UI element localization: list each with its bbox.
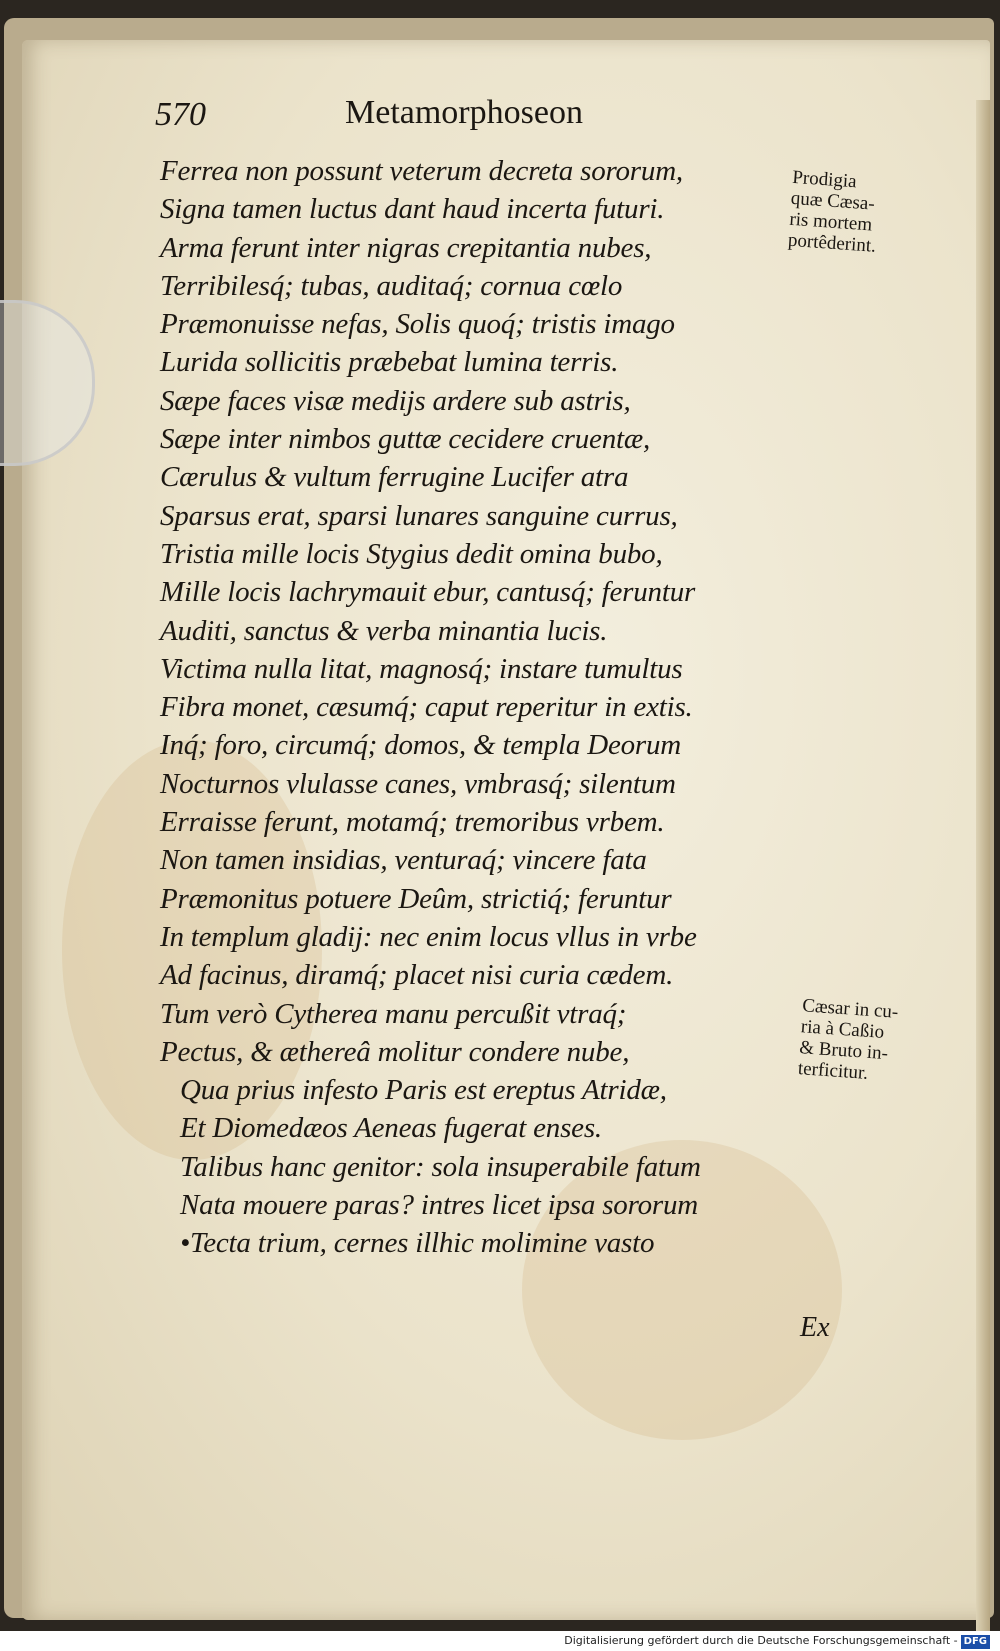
page-edge bbox=[976, 100, 990, 1640]
marginal-note-line: Prodigia bbox=[791, 166, 858, 193]
verse-line: Tristia mille locis Stygius dedit omina bubo, bbox=[160, 537, 663, 570]
verse-line: Præmonuisse nefas, Solis quoq́; tristis imago bbox=[160, 308, 675, 341]
verse-line: Lurida sollicitis præbebat lumina terris. bbox=[160, 346, 619, 379]
verse-line: Inq́; foro, circumq́; domos, & templa Deorum bbox=[160, 729, 682, 762]
marginal-note-line: Cæsar in cu- bbox=[801, 995, 899, 1023]
verse-line: Qua prius infesto Paris est ereptus Atridæ, bbox=[180, 1074, 667, 1107]
verse-line: Ad facinus, diramq́; placet nisi curia cædem. bbox=[160, 959, 674, 992]
verse-line: Et Diomedæos Aeneas fugerat enses. bbox=[180, 1112, 602, 1145]
marginal-note bbox=[797, 995, 943, 1089]
verse-line: Terribilesq́; tubas, auditaq́; cornua cœlo bbox=[160, 269, 623, 302]
verse-line: Fibra monet, cæsumq́; caput reperitur in extis. bbox=[160, 691, 693, 724]
verse-line: Victima nulla litat, magnosq́; instare tumultus bbox=[160, 652, 683, 685]
marginal-note-line: quæ Cæsa- bbox=[790, 187, 876, 215]
verse-line: In templum gladij: nec enim locus vllus in vrbe bbox=[160, 920, 697, 953]
marginal-note-line: ris mortem bbox=[788, 208, 873, 236]
marginal-note-line: portêderint. bbox=[787, 229, 877, 257]
verse-block bbox=[160, 152, 800, 1263]
marginal-note-line: terficitur. bbox=[797, 1058, 869, 1084]
verse-line: Arma ferunt inter nigras crepitantia nubes, bbox=[160, 231, 652, 264]
dfg-logo: DFG bbox=[961, 1635, 990, 1649]
verse-line: Mille locis lachrymauit ebur, cantusq́; feruntur bbox=[160, 576, 696, 609]
page-number: 570 bbox=[155, 96, 206, 133]
verse-line: Signa tamen luctus dant haud incerta futuri. bbox=[160, 193, 665, 226]
marginal-note-line: ria à Caßio bbox=[800, 1016, 885, 1043]
verse-line: Nocturnos vlulasse canes, vmbrasq́; silentum bbox=[160, 767, 676, 800]
footer-credit: Digitalisierung gefördert durch die Deutsche Forschungsgemeinschaft - bbox=[564, 1634, 958, 1647]
digitization-footer bbox=[0, 1631, 1000, 1651]
verse-line: Auditi, sanctus & verba minantia lucis. bbox=[160, 614, 608, 647]
running-title: Metamorphoseon bbox=[345, 94, 583, 131]
catchword: Ex bbox=[800, 1312, 830, 1343]
verse-line: Nata mouere paras? intres licet ipsa sororum bbox=[180, 1189, 699, 1222]
verse-line: Talibus hanc genitor: sola insuperabile fatum bbox=[180, 1150, 701, 1183]
verse-line: Sæpe faces visæ medijs ardere sub astris, bbox=[160, 384, 631, 417]
verse-line: •Tecta trium, cernes illhic molimine vasto bbox=[180, 1227, 655, 1260]
verse-line: Ferrea non possunt veterum decreta sororum, bbox=[160, 155, 683, 187]
verse-line: Sæpe inter nimbos guttæ cecidere cruentæ, bbox=[160, 423, 651, 456]
verse-line: Pectus, & æthereâ molitur condere nube, bbox=[160, 1035, 630, 1068]
verse-line: Erraisse ferunt, motamq́; tremoribus vrbem. bbox=[160, 806, 665, 839]
marginal-note-line: & Bruto in- bbox=[798, 1037, 889, 1065]
verse-line: Præmonitus potuere Deûm, strictiq́; feruntur bbox=[160, 882, 672, 915]
marginal-note bbox=[787, 167, 942, 261]
verse-line: Sparsus erat, sparsi lunares sanguine currus, bbox=[160, 499, 678, 532]
verse-line: Tum verò Cytherea manu percußit vtraq́; bbox=[160, 997, 627, 1030]
verse-line: Non tamen insidias, venturaq́; vincere fata bbox=[160, 844, 647, 877]
verse-line: Cærulus & vultum ferrugine Lucifer atra bbox=[160, 461, 629, 494]
